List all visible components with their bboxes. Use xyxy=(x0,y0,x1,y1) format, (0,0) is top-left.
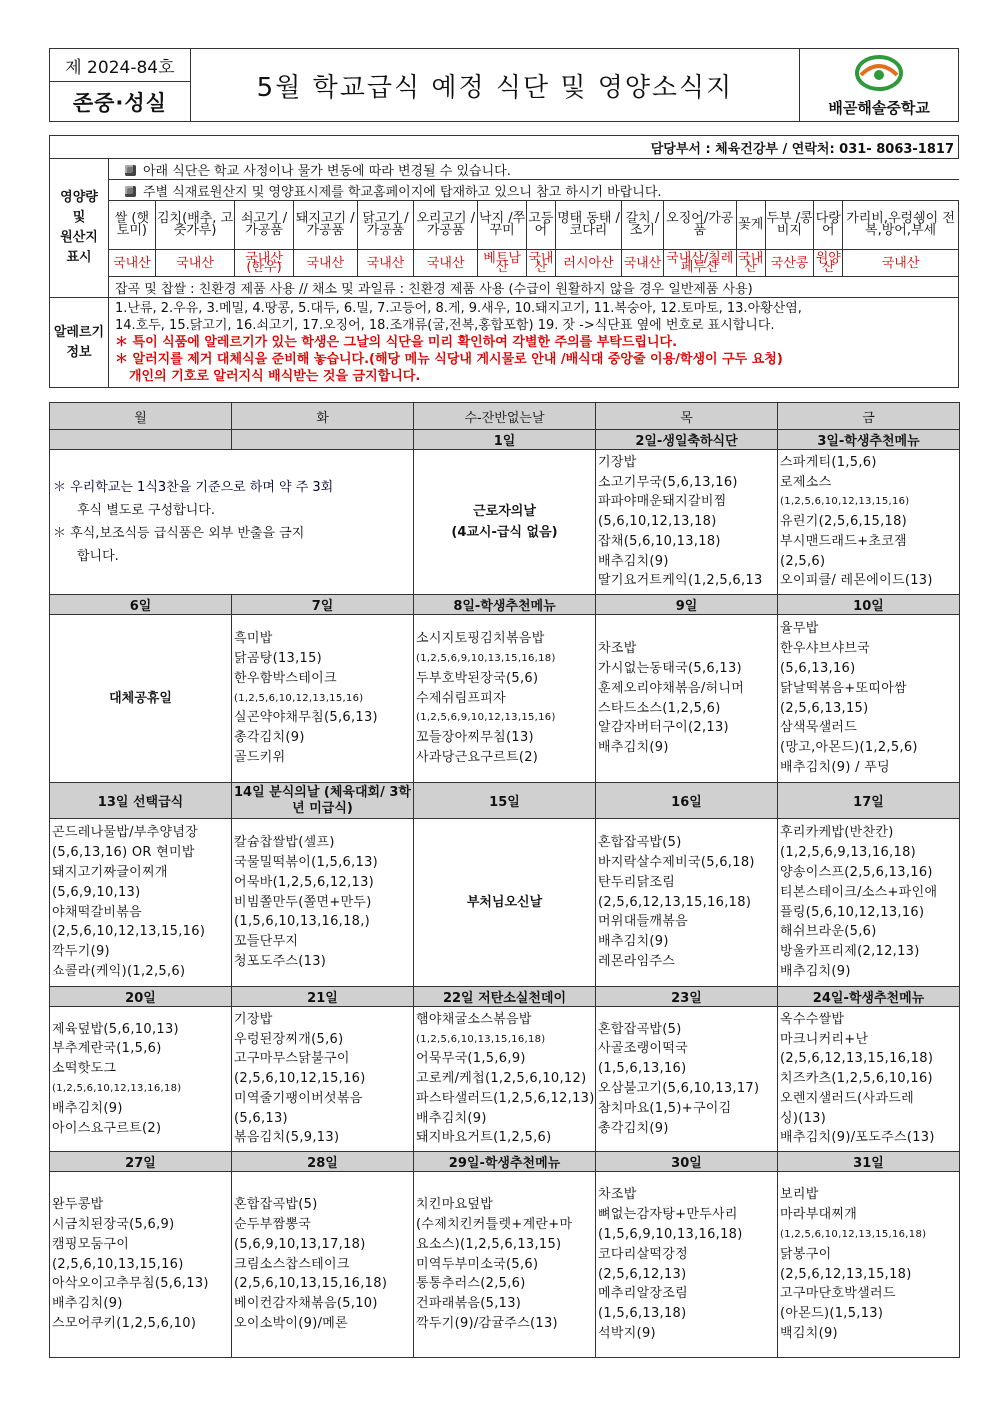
menu-item: 아삭오이고추무침(5,6,13) xyxy=(52,1276,209,1292)
day-wed: 수-잔반없는날 xyxy=(414,403,596,430)
menu-item: 미역두부미소국(5,6) xyxy=(416,1256,539,1272)
allergy-info xyxy=(109,298,959,388)
info-table xyxy=(49,135,959,388)
menu-item: 흑미밥 xyxy=(234,631,273,647)
date-cell: 23일 xyxy=(596,987,778,1007)
menu-item: 메추리알장조림 xyxy=(598,1286,689,1302)
date-cell: 20일 xyxy=(50,987,232,1007)
menu-item: 마크니커리+난 xyxy=(780,1031,869,1047)
menu-cell-tue xyxy=(232,1007,414,1152)
menu-item: 한우샤브샤브국 xyxy=(780,641,871,657)
origin-item: 김치(배추, 고춧가루) xyxy=(155,201,235,250)
menu-item: (1,2,5,6,9,10,13,15,16,18) xyxy=(416,653,556,664)
origin-item: 명태 동태 /코다리 xyxy=(555,201,621,250)
menu-item: 유린기(2,5,6,15,18) xyxy=(780,514,908,530)
menu-cell-wed xyxy=(414,1007,596,1152)
issue-number: 제 2024-84호 xyxy=(50,49,191,82)
menu-item: (1,2,5,6,9,10,12,13,15,16) xyxy=(416,712,556,724)
menu-item: 해쉬브라운(5,6) xyxy=(780,924,877,940)
school-logo-block xyxy=(800,49,959,122)
menu-item: 배추김치(9) xyxy=(416,1110,487,1126)
date-cell: 13일 선택급식 xyxy=(50,783,232,819)
origin-item: 오징어/가공품 xyxy=(663,201,736,250)
origin-item: 두부 /콩비지 xyxy=(765,201,814,250)
menu-item: 깍두기(9) xyxy=(52,944,110,960)
menu-item: 보리밥 xyxy=(780,1187,819,1203)
menu-item: 완두콩밥 xyxy=(52,1197,104,1213)
date-row-week4 xyxy=(50,987,960,1007)
menu-cell-mon: 대체공휴일 xyxy=(50,615,232,783)
menu-item: 배추김치(9)/포도주스(13) xyxy=(780,1130,935,1146)
menu-item: 고구마무스닭불구이 xyxy=(234,1051,350,1067)
menu-cell-wed: 부처님오신날 xyxy=(414,819,596,987)
menu-item: 가시없는동태국(5,6,13) xyxy=(598,660,742,676)
date-cell: 31일 xyxy=(778,1152,960,1172)
date-row-week1 xyxy=(50,430,960,450)
date-cell: 8일-학생추천메뉴 xyxy=(414,595,596,615)
menu-item: 닭봉구이 xyxy=(780,1246,832,1262)
menu-cell-thu xyxy=(596,1172,778,1358)
menu-item: 혼합잡곡밥(5) xyxy=(598,835,682,851)
menu-item: 차조밥 xyxy=(598,1187,637,1203)
menu-item: 돼지고기짜글이찌개 xyxy=(52,864,168,880)
origin-value: 국내산 xyxy=(414,250,478,277)
menu-item: 어묵무국(1,5,6,9) xyxy=(416,1051,526,1067)
menu-item: 닭날떡볶음+또띠아쌈 xyxy=(780,680,907,696)
menu-cell-mon xyxy=(50,819,232,987)
menu-item: 치킨마요덮밥 xyxy=(416,1197,494,1213)
menu-item: (1,2,5,6,10,12,13,15,16) xyxy=(780,496,910,508)
menu-item: 혼합잡곡밥(5) xyxy=(234,1197,318,1213)
menu-item: 딸기요거트케익(1,2,5,6,13 xyxy=(598,573,763,589)
menu-item: 소떡핫도그 xyxy=(52,1061,117,1077)
menu-item: 배추김치(9) xyxy=(780,963,851,979)
origin-value: 국내산 xyxy=(155,250,235,277)
menu-item: 오이피클/ 레몬에이드(13) xyxy=(780,573,933,589)
menu-item: 소시지토핑김치볶음밥 xyxy=(416,631,545,647)
date-cell: 15일 xyxy=(414,783,596,819)
origin-item: 가리비,우렁쉥이 전복,방어,부세 xyxy=(843,201,959,250)
menu-item: (5,6,13,16) xyxy=(780,660,856,676)
origin-item: 쌀 (햇토미) xyxy=(109,201,156,250)
menu-item: 혼합잡곡밥(5) xyxy=(598,1021,682,1037)
menu-cell-wed xyxy=(414,615,596,783)
date-cell: 27일 xyxy=(50,1152,232,1172)
menu-item: (2,5,6,10,12,15,16) xyxy=(234,1071,366,1087)
notice-2-text: 주별 식재료원산지 및 영양표시제를 학교홈페이지에 탑재하고 있으니 참고 하시기 바랍니다. xyxy=(143,184,662,200)
menu-item: 돼지바요거트(1,2,5,6) xyxy=(416,1130,552,1146)
menu-cell-mon xyxy=(50,1172,232,1358)
date-row-week3 xyxy=(50,783,960,819)
menu-item: 배추김치(9) xyxy=(598,553,669,569)
menu-item: (2,5,6,12,13,15,18) xyxy=(780,1266,912,1282)
menu-item: 꼬들단무지 xyxy=(234,934,299,950)
menu-cell-thu xyxy=(596,1007,778,1152)
school-motto: 존중·성실 xyxy=(50,82,191,122)
date-cell: 1일 xyxy=(414,430,596,450)
menu-item: 율무밥 xyxy=(780,621,819,637)
menu-item: 한우함박스테이크 xyxy=(234,670,337,686)
meal-note-line-2: 후식 별도로 구성합니다. xyxy=(77,503,215,518)
origin-item: 오리고기 /가공품 xyxy=(414,201,478,250)
date-cell xyxy=(232,430,414,450)
menu-item: 스타드소스(1,2,5,6) xyxy=(598,700,721,716)
menu-item: 골드키위 xyxy=(234,749,286,765)
menu-item: 티본스테이크/소스+파인애 xyxy=(780,884,938,900)
date-cell: 24일-학생추천메뉴 xyxy=(778,987,960,1007)
menu-item: 배추김치(9) / 푸딩 xyxy=(780,759,891,775)
menu-item: 방울카프리제(2,12,13) xyxy=(780,944,920,960)
menu-item: (2,5,6,10,12,13,15,16) xyxy=(52,924,206,940)
menu-item: 배추김치(9) xyxy=(52,1100,123,1116)
date-cell: 28일 xyxy=(232,1152,414,1172)
allergy-line-3: ＊ 특이 식품에 알레르기가 있는 학생은 그날의 식단을 미리 확인하여 각별한 주의를 부탁드립니다. xyxy=(115,335,678,350)
date-cell: 22일 저탄소실천데이 xyxy=(414,987,596,1007)
menu-cell-wed xyxy=(414,450,596,595)
menu-item: 잡채(5,6,10,13,18) xyxy=(598,533,721,549)
menu-item: 고구마단호박샐러드 xyxy=(780,1286,896,1302)
menu-item: 백김치(9) xyxy=(780,1325,838,1341)
menu-item: 로제소스 xyxy=(780,474,832,490)
menu-item: (1,2,5,6,9,13,16,18) xyxy=(780,845,917,861)
allergy-line-1: 1.난류, 2.우유, 3.메밀, 4.땅콩, 5.대두, 6.밀, 7.고등어, 8.게, 9.새우, 10.돼지고기, 11.복숭아, 12.토마토, 13.아황산염, xyxy=(115,301,802,316)
menu-item: (1,2,5,6,10,12,13,15,16,18) xyxy=(780,1228,927,1240)
meal-note-line-1-text: ＊ 우리학교는 1식3찬을 기준으로 하며 약 주 3회 xyxy=(53,480,334,495)
menu-item: 햄야채굴소스볶음밥 xyxy=(416,1011,532,1027)
menu-item: 부추계란국(1,5,6) xyxy=(52,1041,162,1057)
menu-item: 플링(5,6,10,12,13,16) xyxy=(780,904,925,920)
menu-item: 오렌지샐러드(사과드레 xyxy=(780,1090,914,1106)
day-fri: 금 xyxy=(778,403,960,430)
menu-item: (1,5,6,13,18) xyxy=(598,1306,687,1322)
menu-cell-fri xyxy=(778,615,960,783)
page-title: 5월 학교급식 예정 식단 및 영양소식지 xyxy=(190,49,799,122)
notice-1 xyxy=(109,159,959,180)
origin-label: 영양량 및 원산지 표시 xyxy=(50,159,109,298)
origin-value: 국내산 xyxy=(357,250,413,277)
notice-2 xyxy=(109,180,959,201)
holiday-subtext: (4교시-급식 없음) xyxy=(451,525,558,540)
school-meal-note xyxy=(50,450,414,595)
origin-value: 베트남산 xyxy=(478,250,527,277)
menu-item: 쇼콜라(케익)(1,2,5,6) xyxy=(52,963,186,979)
menu-item: 제육덮밥(5,6,10,13) xyxy=(52,1021,179,1037)
origin-item: 다랑어 xyxy=(814,201,843,250)
school-logo-icon xyxy=(847,53,911,93)
date-cell: 29일-학생추천메뉴 xyxy=(414,1152,596,1172)
meal-note-line-4: 합니다. xyxy=(77,549,119,564)
menu-item: (2,5,6,12,13) xyxy=(598,1266,687,1282)
menu-item: (1,2,5,6,10,12,13,15,16) xyxy=(234,692,364,704)
cube-icon xyxy=(125,165,136,176)
menu-item: 두부호박된장국(5,6) xyxy=(416,670,539,686)
menu-row-week2 xyxy=(50,615,960,783)
menu-item: 배추김치(9) xyxy=(52,1296,123,1312)
day-thu: 목 xyxy=(596,403,778,430)
menu-item: 총각김치(9) xyxy=(598,1120,669,1136)
header-table xyxy=(49,48,959,122)
menu-row-week5 xyxy=(50,1172,960,1358)
menu-item: 배추김치(9) xyxy=(598,740,669,756)
menu-item: (1,5,6,10,13,16,18,) xyxy=(234,914,371,930)
menu-item: 치즈카츠(1,2,5,6,10,16) xyxy=(780,1071,933,1087)
origin-item: 쇠고기 /가공품 xyxy=(235,201,293,250)
menu-item: (5,6,9,10,13) xyxy=(52,884,141,900)
menu-item: 기장밥 xyxy=(234,1011,273,1027)
menu-item: 통통추러스(2,5,6) xyxy=(416,1276,526,1292)
menu-item: 고로케/케첩(1,2,5,6,10,12) xyxy=(416,1071,587,1087)
menu-item: 석박지(9) xyxy=(598,1325,656,1341)
menu-item: (5,6,9,10,13,17,18) xyxy=(234,1236,366,1252)
origin-value: 국내산 xyxy=(528,251,554,275)
menu-item: 야채떡갈비볶음 xyxy=(52,904,143,920)
menu-item: 닭곰탕(13,15) xyxy=(234,651,323,666)
origin-item: 낙지 /쭈꾸미 xyxy=(478,201,527,250)
menu-item: 마라부대찌개 xyxy=(780,1207,858,1223)
origin-value: 러시아산 xyxy=(555,250,621,277)
menu-item: (1,5,6,13,16) xyxy=(598,1061,687,1077)
menu-item: 스모어쿠키(1,2,5,6,10) xyxy=(52,1315,197,1331)
menu-item: 청포도주스(13) xyxy=(234,953,327,969)
menu-item: (5,6,10,12,13,18) xyxy=(598,514,717,530)
menu-cell-tue xyxy=(232,1172,414,1358)
origin-value: 국내산 (한우) xyxy=(235,250,293,277)
menu-item: 차조밥 xyxy=(598,641,637,657)
date-row-week2 xyxy=(50,595,960,615)
date-row-week5 xyxy=(50,1152,960,1172)
menu-cell-fri xyxy=(778,1007,960,1152)
origin-item: 돼지고기 /가공품 xyxy=(293,201,357,250)
menu-item: 코다리살떡강정 xyxy=(598,1246,689,1262)
allergy-line-2: 14.호두, 15.닭고기, 16.쇠고기, 17.오징어, 18.조개류(굴,전복,홍합포함) 19. 잣 ->식단표 옆에 번호로 표시합니다. xyxy=(115,318,775,333)
origin-value: 국내산 xyxy=(293,250,357,277)
menu-cell-wed xyxy=(414,1172,596,1358)
menu-item: (2,5,6,13,15) xyxy=(780,700,869,716)
notice-1-text: 아래 식단은 학교 사정이나 물가 변동에 따라 변경될 수 있습니다. xyxy=(143,163,511,179)
day-mon: 월 xyxy=(50,403,232,430)
origin-item: 닭고기 /가공품 xyxy=(357,201,413,250)
menu-item: (2,5,6) xyxy=(780,553,826,569)
meal-note-line-1 xyxy=(53,476,413,499)
menu-item: 꼬들장아찌무침(13) xyxy=(416,730,534,746)
menu-item: 탄두리닭조림 xyxy=(598,874,676,890)
grain-note: 잡곡 및 찹쌀 : 친환경 제품 사용 // 채소 및 과일류 : 친환경 제품 사용 (수급이 원활하지 않을 경우 일반제품 사용) xyxy=(109,277,959,298)
date-cell: 30일 xyxy=(596,1152,778,1172)
menu-row-week3 xyxy=(50,819,960,987)
origin-items-row xyxy=(50,201,959,250)
menu-cell-mon xyxy=(50,1007,232,1152)
date-cell: 14일 분식의날 (체육대회/ 3학년 미급식) xyxy=(232,783,414,819)
menu-item: 머위대들깨볶음 xyxy=(598,914,689,930)
menu-cell-fri xyxy=(778,450,960,595)
menu-item: 순두부짬뽕국 xyxy=(234,1217,312,1232)
menu-item: 어묵바(1,2,5,6,12,13) xyxy=(234,874,375,890)
menu-cell-fri xyxy=(778,1172,960,1358)
menu-item: 싱)(13) xyxy=(780,1110,827,1126)
allergy-label: 알레르기 정보 xyxy=(50,298,109,388)
menu-item: (2,5,6,12,13,15,16,18) xyxy=(598,894,752,910)
menu-item: 비빔쫄만두(쫄면+만두) xyxy=(234,894,372,910)
menu-item: (1,2,5,6,10,12,13,16,18) xyxy=(52,1083,182,1094)
origin-item: 고등어 xyxy=(527,201,556,250)
menu-item: 깍두기(9)/감귤주스(13) xyxy=(416,1315,558,1331)
menu-item: 후리카케밥(반찬칸) xyxy=(780,825,894,841)
date-cell: 2일-생일축하식단 xyxy=(596,430,778,450)
menu-item: (2,5,6,10,13,15,16,18) xyxy=(234,1276,388,1292)
menu-item: 기장밥 xyxy=(598,454,637,470)
origin-value: 국내산 xyxy=(843,250,959,277)
menu-item: 국물밀떡볶이(1,5,6,13) xyxy=(234,855,379,870)
meal-note-line-3: ＊ 후식,보조식등 급식품은 외부 반출을 금지 xyxy=(53,526,305,541)
menu-item: 사과당근요구르트(2) xyxy=(416,749,539,765)
cube-icon xyxy=(125,186,136,197)
menu-item: 건파래볶음(5,13) xyxy=(416,1296,522,1312)
origin-value: 국내산/칠레 페루산 xyxy=(663,250,736,277)
menu-item: (2,5,6,10,13,15,16) xyxy=(52,1256,184,1272)
menu-item: 미역줄기팽이버섯볶음 xyxy=(234,1090,363,1106)
menu-cell-thu xyxy=(596,450,778,595)
menu-item: 배추김치(9) xyxy=(598,934,669,950)
menu-item: 칼슘찹쌀밥(셀프) xyxy=(234,835,335,851)
day-tue: 화 xyxy=(232,403,414,430)
date-cell: 9일 xyxy=(596,595,778,615)
menu-item: (5,6,13,16) OR 현미밥 xyxy=(52,845,195,861)
menu-cell-tue xyxy=(232,615,414,783)
date-cell: 3일-학생추천메뉴 xyxy=(778,430,960,450)
menu-item: 양송이스프(2,5,6,13,16) xyxy=(780,864,933,880)
date-cell: 16일 xyxy=(596,783,778,819)
menu-item: 곤드레나물밥/부추양념장 xyxy=(52,825,199,841)
date-cell: 7일 xyxy=(232,595,414,615)
menu-item: 아이스요구르트(2) xyxy=(52,1120,162,1136)
origin-value: 원양산 xyxy=(815,251,841,275)
date-cell: 17일 xyxy=(778,783,960,819)
menu-row-week1 xyxy=(50,450,960,595)
origin-item: 갈치 /조기 xyxy=(622,201,663,250)
menu-item: 우렁된장찌개(5,6) xyxy=(234,1031,344,1047)
menu-item: (2,5,6,12,13,15,16,18) xyxy=(780,1051,934,1067)
menu-item: 삼색묵샐러드 xyxy=(780,720,858,736)
menu-item: 사골조랭이떡국 xyxy=(598,1041,689,1057)
origin-value: 국내산 xyxy=(738,251,764,275)
menu-item: 수제쉬림프피자 xyxy=(416,690,507,706)
origin-value: 국산콩 xyxy=(765,250,814,277)
menu-item: 옥수수쌀밥 xyxy=(780,1011,845,1027)
school-name: 배곧해솔중학교 xyxy=(828,98,930,117)
menu-item: 레몬라임주스 xyxy=(598,953,676,969)
menu-item: 참치마요(1,5)+구이김 xyxy=(598,1100,732,1116)
menu-item: 오삼불고기(5,6,10,13,17) xyxy=(598,1081,760,1096)
allergy-line-4: ＊ 알러지를 제거 대체식을 준비해 놓습니다.(해당 메뉴 식당내 게시물로 안내 /배식대 중앙줄 이용/학생이 구두 요청) xyxy=(115,352,783,367)
menu-item: 시금치된장국(5,6,9) xyxy=(52,1217,175,1232)
menu-item: 볶음김치(5,9,13) xyxy=(234,1130,340,1146)
menu-item: 실곤약야채무침(5,6,13) xyxy=(234,710,378,726)
date-cell: 10일 xyxy=(778,595,960,615)
menu-item: 총각김치(9) xyxy=(234,730,305,746)
origin-value: 국내산 xyxy=(109,250,156,277)
menu-item: 오이소박이(9)/메론 xyxy=(234,1315,349,1331)
menu-item: 알감자버터구이(2,13) xyxy=(598,720,729,736)
menu-item: 크림소스찹스테이크 xyxy=(234,1256,350,1272)
menu-cell-fri xyxy=(778,819,960,987)
weekday-header xyxy=(50,403,960,430)
menu-item: 훈제오리야채볶음/허니머 xyxy=(598,680,745,696)
menu-table xyxy=(49,402,960,1358)
menu-item: (망고,아몬드)(1,2,5,6) xyxy=(780,740,918,756)
menu-item: 뼈없는감자탕+만두사리 xyxy=(598,1207,738,1223)
origin-item: 꽃게 xyxy=(736,201,765,250)
menu-item: 스파게티(1,5,6) xyxy=(780,454,877,470)
menu-item: 베이컨감자채볶음(5,10) xyxy=(234,1296,378,1312)
menu-item: 소고기무국(5,6,13,16) xyxy=(598,474,738,490)
holiday-text: 근로자의날 xyxy=(473,504,536,519)
menu-item: (5,6,13) xyxy=(234,1110,288,1126)
contact-info: 담당부서 : 체육건강부 / 연락처: 031- 8063-1817 xyxy=(50,136,959,159)
menu-row-week4 xyxy=(50,1007,960,1152)
menu-item: 바지락살수제비국(5,6,18) xyxy=(598,855,755,870)
menu-item: (수제치킨커틀렛+계란+마 xyxy=(416,1217,573,1232)
menu-item: 부시맨드래드+초코잼 xyxy=(780,533,907,549)
menu-cell-tue xyxy=(232,819,414,987)
menu-item: (아몬드)(1,5,13) xyxy=(780,1306,884,1322)
date-cell: 6일 xyxy=(50,595,232,615)
menu-item: (1,5,6,9,10,13,16,18) xyxy=(598,1226,743,1242)
menu-item: 요소스)(1,2,5,6,13,15) xyxy=(416,1236,562,1252)
date-cell: 21일 xyxy=(232,987,414,1007)
menu-item: 캠핑모둠구이 xyxy=(52,1236,130,1252)
allergy-line-5: 개인의 기호로 알러지식 배식받는 것을 금지합니다. xyxy=(129,369,421,384)
menu-item: 파파야매운돼지갈비찜 xyxy=(598,494,727,510)
menu-cell-thu xyxy=(596,615,778,783)
menu-item: 파스타샐러드(1,2,5,6,12,13) xyxy=(416,1090,595,1106)
date-cell xyxy=(50,430,232,450)
menu-item: (1,2,5,6,10,13,15,16,18) xyxy=(416,1033,546,1045)
origin-values-row xyxy=(50,250,959,277)
origin-value: 국내산 xyxy=(622,250,663,277)
menu-cell-thu xyxy=(596,819,778,987)
